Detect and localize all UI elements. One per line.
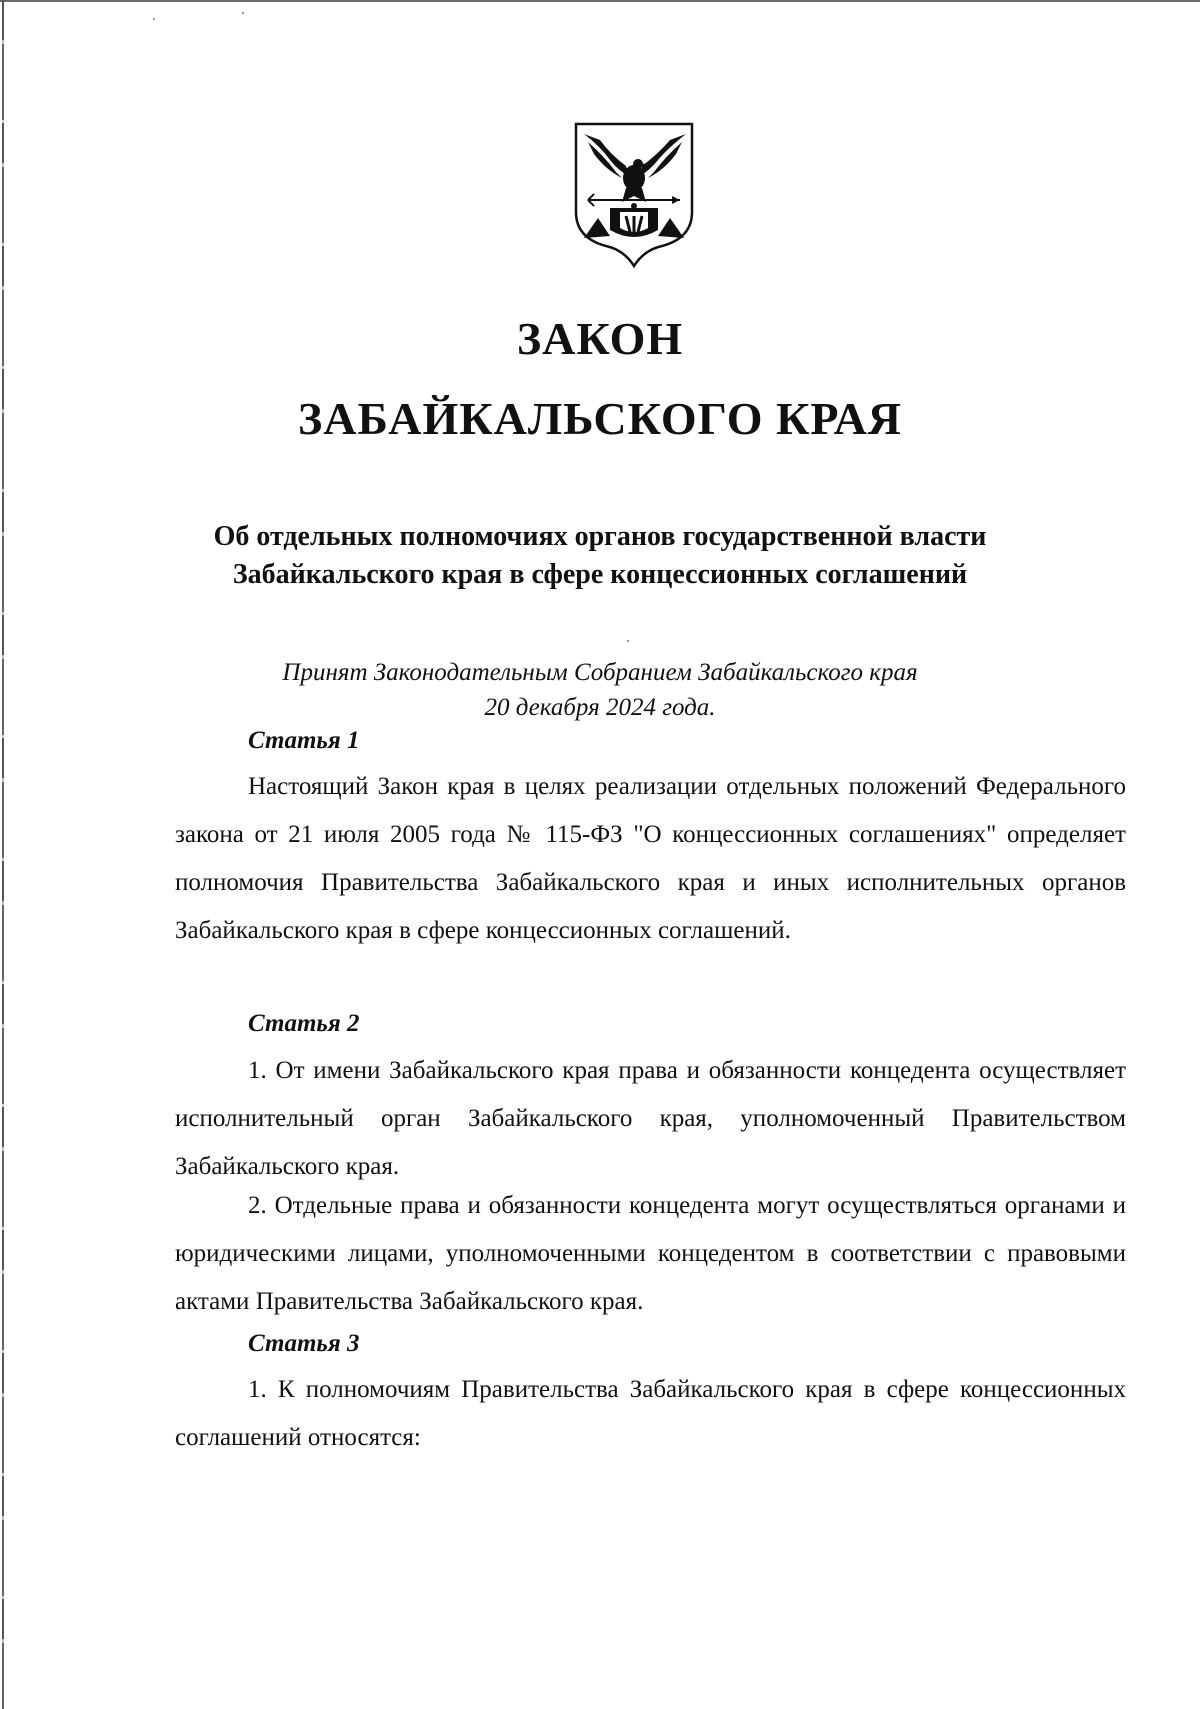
- article-heading: Статья 2: [248, 1010, 360, 1037]
- adoption-body: Принят Законодательным Собранием Забайкальского края: [282, 659, 918, 686]
- law-title: ЗАКОН: [516, 313, 684, 364]
- law-region-title: ЗАБАЙКАЛЬСКОГО КРАЯ: [297, 393, 903, 444]
- coat-of-arms-icon: [570, 120, 698, 270]
- adoption-note: [0, 655, 1200, 725]
- scan-top-edge: [0, 0, 1200, 2]
- article-heading: Статья 3: [248, 1330, 360, 1357]
- scan-speck: [153, 18, 155, 20]
- law-subject: [0, 518, 1200, 594]
- article-paragraph: 1. К полномочиям Правительства Забайкальского края в сфере концессионных соглашений относятся:: [175, 1376, 1126, 1451]
- scan-speck: [242, 12, 244, 14]
- article-paragraph: 1. От имени Забайкальского края права и обязанности концедента осуществляет исполнительный орган Забайкальского края, уполномоченный Правительством Забайкальского края.: [175, 1057, 1126, 1180]
- article-paragraph: Настоящий Закон края в целях реализации отдельных положений Федерального закона от 21 июля 2005 года № 115-ФЗ "О концессионных соглашениях" определяет полномочия Правительства Забайкальского края и иных исполнительных органов Забайкальского края в сфере концессионных соглашений.: [175, 773, 1126, 944]
- scan-left-edge: [2, 0, 4, 1709]
- law-subject-line: Забайкальского края в сфере концессионных соглашений: [232, 559, 968, 590]
- article-heading: Статья 1: [248, 727, 360, 754]
- scan-speck: [627, 640, 629, 642]
- adoption-date: 20 декабря 2024 года.: [484, 694, 716, 721]
- law-subject-line: Об отдельных полномочиях органов государственной власти: [213, 521, 987, 552]
- article-paragraph: 2. Отдельные права и обязанности концедента могут осуществляться органами и юридическими лицами, уполномоченными концедентом в соответствии с правовыми актами Правительства Забайкальского края.: [175, 1192, 1126, 1315]
